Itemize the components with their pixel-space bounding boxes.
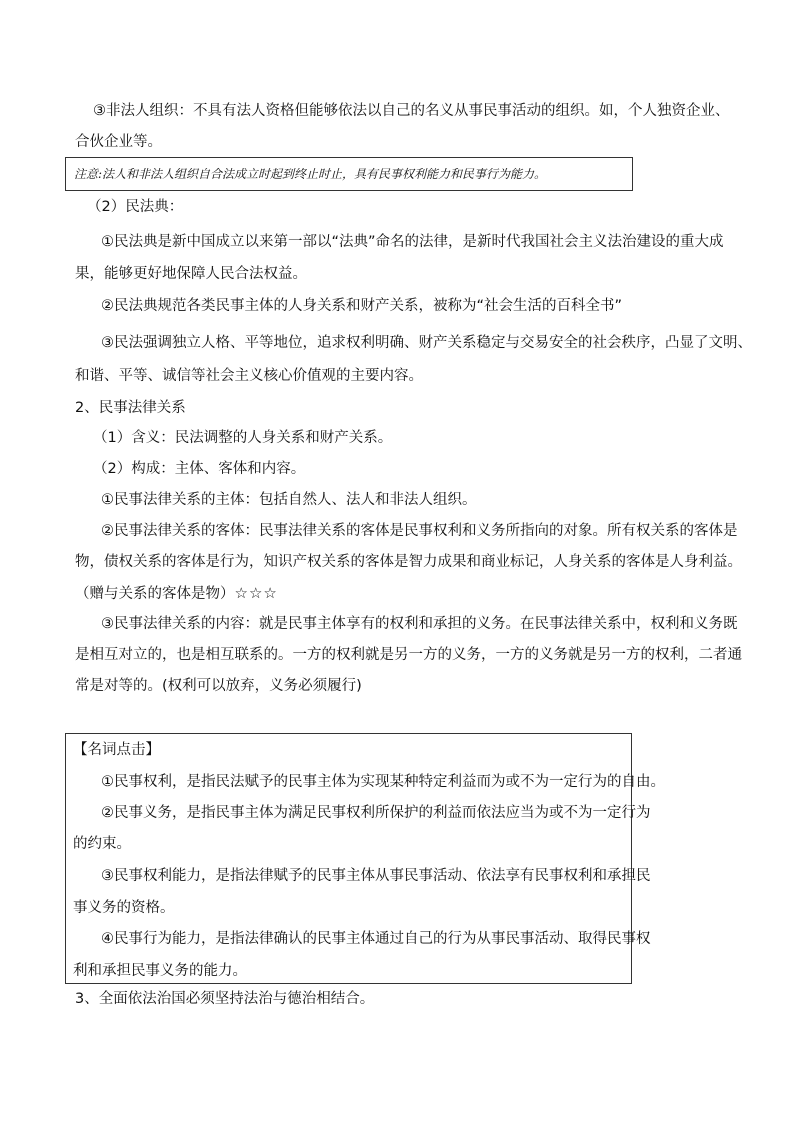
text-line: ②民事义务，是指民事主体为满足民事权利所保护的利益而依法应当为或不为一定行为 bbox=[101, 805, 651, 821]
text-line bbox=[75, 583, 278, 604]
text-line-part: （赠与关系的客体是物） bbox=[75, 586, 235, 602]
text-line: 利和承担民事义务的能力。 bbox=[73, 963, 247, 979]
section-heading: 2、民事法律关系 bbox=[75, 400, 186, 416]
text-line: ①民法典是新中国成立以来第一部以“法典”命名的法律，是新时代我国社会主义法治建设的重大成 bbox=[101, 234, 724, 250]
text-line: 合伙企业等。 bbox=[75, 134, 162, 150]
note-box bbox=[65, 157, 633, 191]
text-line: 常是对等的。(权利可以放弃，义务必须履行) bbox=[75, 678, 362, 694]
section-heading: 3、全面依法治国必须坚持法治与德治相结合。 bbox=[75, 991, 375, 1007]
text-line: 的约束。 bbox=[73, 836, 131, 852]
note-text: 注意:法人和非法人组织自合法成立时起到终止时止，具有民事权利能力和民事行为能力。 bbox=[74, 167, 547, 181]
text-line: 物，债权关系的客体是行为，知识产权关系的客体是智力成果和商业标记，人身关系的客体是人身利益。 bbox=[75, 554, 742, 570]
text-line: ②民法典规范各类民事主体的人身关系和财产关系，被称为“社会生活的百科全书” bbox=[101, 298, 623, 314]
text-line: ①民事法律关系的主体：包括自然人、法人和非法人组织。 bbox=[101, 492, 477, 508]
text-line: 和谐、平等、诚信等社会主义核心价值观的主要内容。 bbox=[75, 368, 423, 384]
text-line: 是相互对立的，也是相互联系的。一方的权利就是另一方的义务，一方的义务就是另一方的权利，二者通 bbox=[75, 647, 742, 663]
text-line: （1）含义：民法调整的人身关系和财产关系。 bbox=[93, 430, 393, 446]
terms-box bbox=[65, 733, 665, 984]
text-line: ③非法人组织：不具有法人资格但能够依法以自己的名义从事民事活动的组织。如，个人独资企业、 bbox=[93, 103, 730, 119]
text-line: 事义务的资格。 bbox=[73, 900, 175, 916]
text-line: ②民事法律关系的客体：民事法律关系的客体是民事权利和义务所指向的对象。所有权关系的客体是 bbox=[101, 523, 738, 539]
text-line: ③民法强调独立人格、平等地位，追求权利明确、财产关系稳定与交易安全的社会秩序，凸显了文明、 bbox=[101, 335, 752, 351]
star-rating-icon: ☆☆☆ bbox=[234, 584, 278, 602]
text-line: ①民事权利，是指民法赋予的民事主体为实现某种特定利益而为或不为一定行为的自由。 bbox=[101, 774, 665, 790]
terms-title: 【名词点击】 bbox=[73, 742, 160, 758]
text-line: ③民事法律关系的内容：就是民事主体享有的权利和承担的义务。在民事法律关系中，权利和义务既 bbox=[101, 616, 738, 632]
text-line: ③民事权利能力，是指法律赋予的民事主体从事民事活动、依法享有民事权利和承担民 bbox=[101, 868, 651, 884]
text-line: ④民事行为能力，是指法律确认的民事主体通过自己的行为从事民事活动、取得民事权 bbox=[101, 931, 651, 947]
text-line: （2）构成：主体、客体和内容。 bbox=[93, 461, 306, 477]
section-heading: （2）民法典： bbox=[87, 199, 184, 215]
text-line: 果，能够更好地保障人民合法权益。 bbox=[75, 266, 307, 282]
